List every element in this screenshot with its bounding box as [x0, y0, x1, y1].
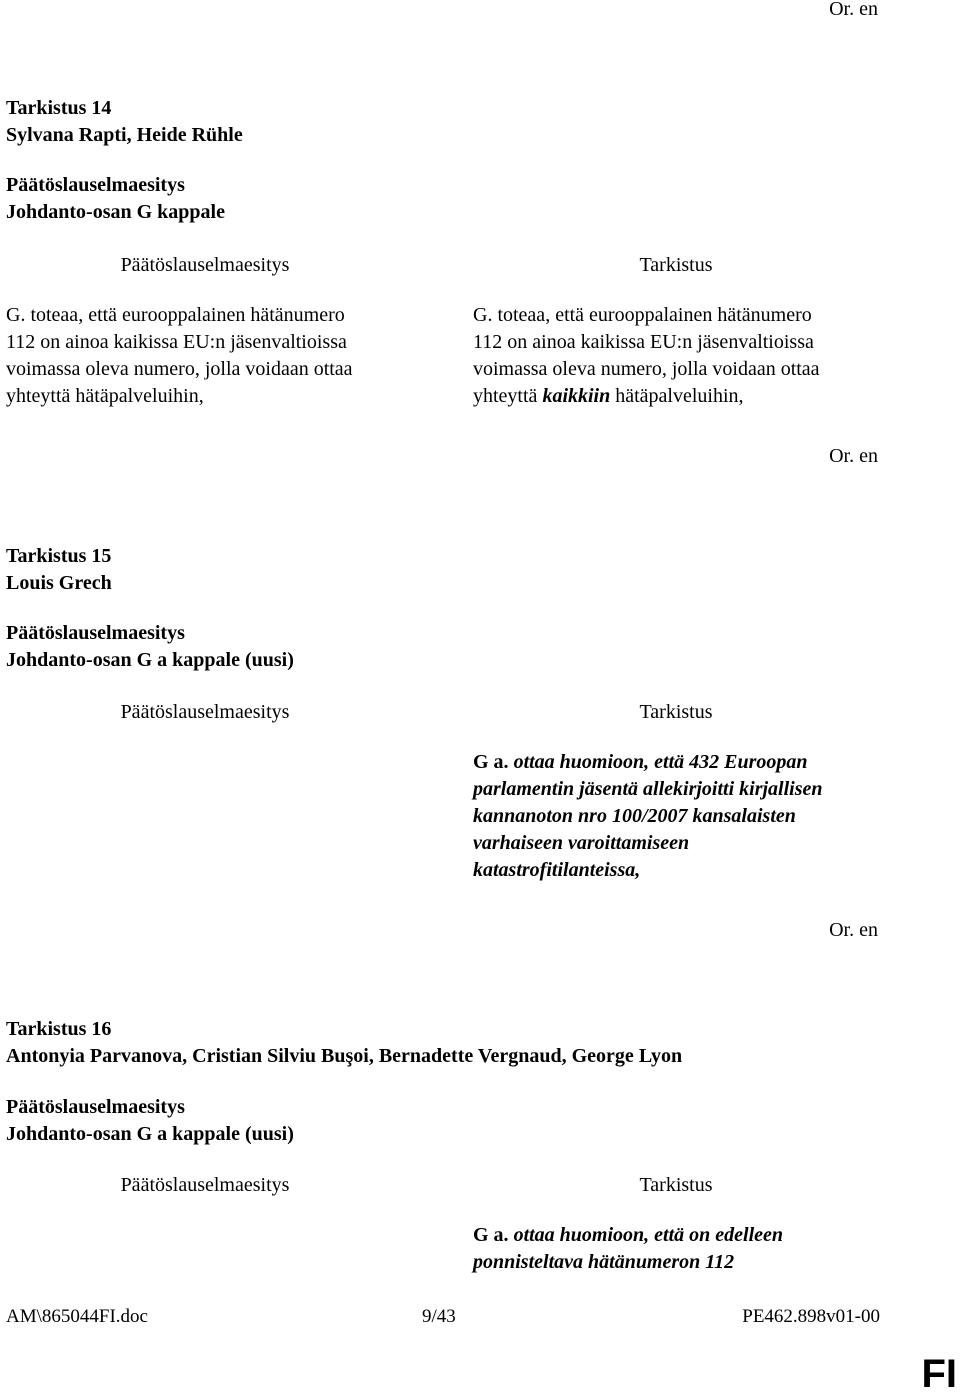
paragraph-number: G a. [473, 1224, 509, 1246]
text-fragment: hätäpalveluihin, [610, 385, 744, 407]
column-head-amendment: Tarkistus [639, 254, 713, 276]
language-code-mark: FI [921, 1352, 957, 1396]
amendment-authors: Louis Grech [6, 572, 112, 594]
paragraph-number: G a. [473, 751, 509, 773]
footer-doc-reference: AM\865044FI.doc [6, 1306, 148, 1327]
amendment-title: Tarkistus 14 [6, 97, 112, 119]
inserted-text: ottaa huomioon, että 432 Euroopan [508, 751, 808, 773]
text-line: G. toteaa, että eurooppalainen hätänumero [473, 304, 812, 326]
column-head-motion: Päätöslauselmaesitys [120, 1174, 290, 1196]
inserted-text: ottaa huomioon, että on edelleen [508, 1224, 784, 1246]
amendment-doc-type: Päätöslauselmaesitys [6, 622, 185, 644]
amendment-section: Johdanto-osan G a kappale (uusi) [6, 1123, 294, 1145]
inserted-text: varhaiseen varoittamiseen [473, 832, 690, 854]
amendment-text [473, 749, 903, 884]
amendment-section: Johdanto-osan G a kappale (uusi) [6, 649, 294, 671]
inserted-text: kannanoton nro 100/2007 kansalaisten [473, 805, 796, 827]
text-line: G. toteaa, että eurooppalainen hätänumero [6, 304, 345, 326]
inserted-text: ponnisteltava hätänumeron 112 [473, 1251, 735, 1273]
original-language-label: Or. en [829, 445, 878, 467]
amendment-doc-type: Päätöslauselmaesitys [6, 1096, 185, 1118]
text-line [473, 749, 903, 776]
inserted-text: kaikkiin [542, 385, 611, 407]
amendment-doc-type: Päätöslauselmaesitys [6, 174, 185, 196]
amendment-title: Tarkistus 16 [6, 1018, 112, 1040]
amendment-text [473, 1222, 903, 1276]
inserted-text: parlamentin jäsentä allekirjoitti kirjallisen [473, 778, 823, 800]
text-fragment: yhteyttä [473, 385, 543, 407]
inserted-text: katastrofitilanteissa, [473, 859, 641, 881]
footer-page-number: 9/43 [422, 1306, 456, 1327]
text-line: voimassa oleva numero, jolla voidaan ottaa [473, 358, 820, 380]
text-line: voimassa oleva numero, jolla voidaan ottaa [6, 358, 353, 380]
column-head-motion: Päätöslauselmaesitys [120, 701, 290, 723]
footer-pe-reference: PE462.898v01-00 [742, 1306, 880, 1327]
text-line: yhteyttä hätäpalveluihin, [6, 385, 204, 407]
column-head-amendment: Tarkistus [639, 1174, 713, 1196]
text-line [473, 383, 903, 410]
original-language-label: Or. en [829, 0, 878, 20]
column-head-motion: Päätöslauselmaesitys [120, 254, 290, 276]
text-line: 112 on ainoa kaikissa EU:n jäsenvaltioissa [6, 331, 347, 353]
text-line: 112 on ainoa kaikissa EU:n jäsenvaltioissa [473, 331, 814, 353]
motion-text [6, 302, 426, 410]
column-head-amendment: Tarkistus [639, 701, 713, 723]
amendment-authors: Antonyia Parvanova, Cristian Silviu Buşoi, Bernadette Vergnaud, George Lyon [6, 1045, 683, 1067]
original-language-label: Or. en [829, 919, 878, 941]
text-line [473, 1222, 903, 1249]
amendment-text [473, 302, 903, 410]
amendment-title: Tarkistus 15 [6, 545, 112, 567]
amendment-section: Johdanto-osan G kappale [6, 201, 225, 223]
amendment-authors: Sylvana Rapti, Heide Rühle [6, 124, 243, 146]
